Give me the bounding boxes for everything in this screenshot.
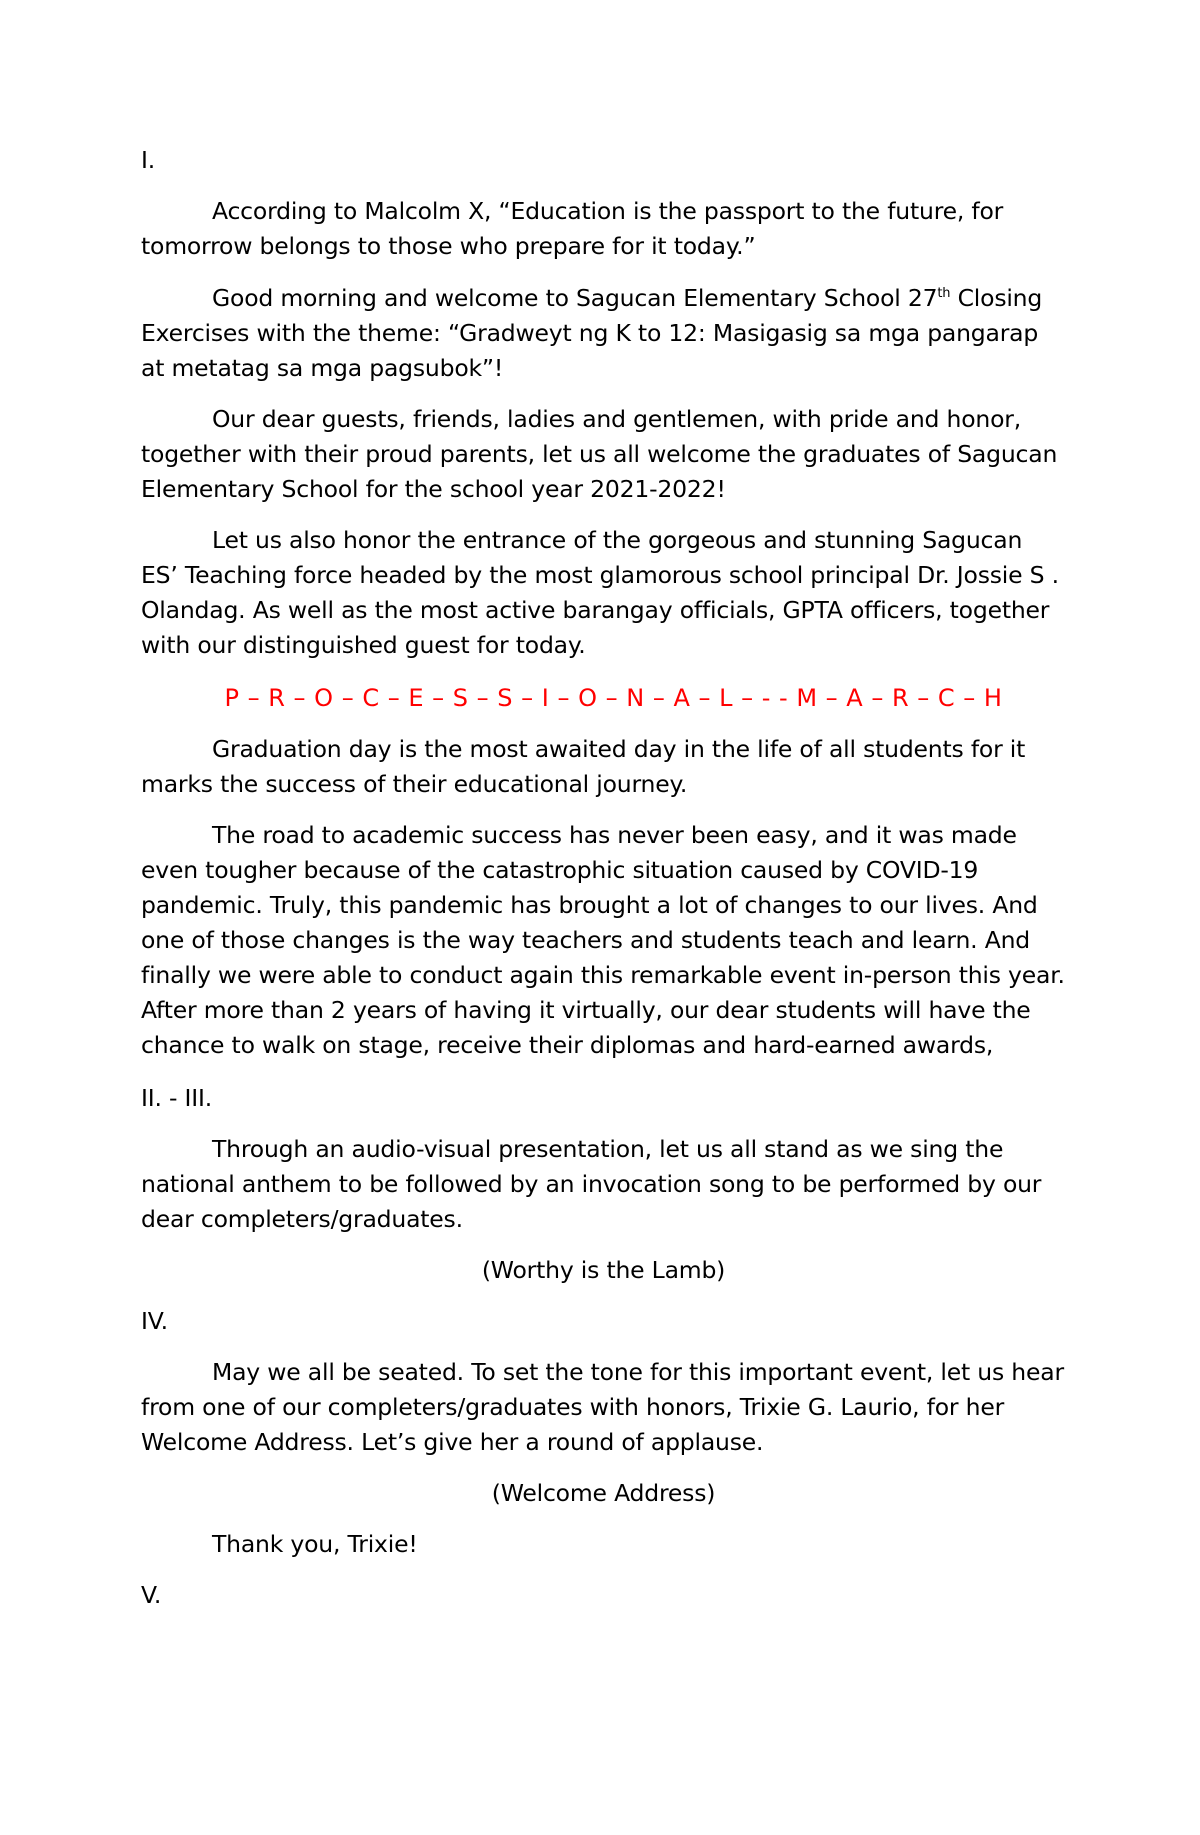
thank-you-line: Thank you, Trixie! — [212, 1530, 418, 1558]
processional-march-cue: P – R – O – C – E – S – S – I – O – N – A – L – - - M – A – R – C – H — [224, 684, 1003, 712]
worthy-is-the-lamb-cue: (Worthy is the Lamb) — [481, 1256, 726, 1284]
section-heading-v: V. — [141, 1581, 162, 1609]
welcome-text-end: Closing Exercises with the theme: “Gradweyt ng K to 12: Masigasig sa mga pangarap at metatag sa mga pagsubok”! — [141, 284, 1043, 382]
academic-road-paragraph: The road to academic success has never been easy, and it was made even tougher because of the catastrophic situation caused by COVID-19 pandemic. Truly, this pandemic has brought a lot of changes to our lives. And one of those changes is the way teachers and students teach and learn. And finally we were able to conduct again this remarkable event in-person this year. After more than 2 years of having it virtually, our dear students will have the chance to walk on stage, receive their diplomas and hard-earned awards, — [141, 821, 1065, 1059]
malcolm-x-quote-paragraph: According to Malcolm X, “Education is the passport to the future, for tomorrow belongs to those who prepare for it today.” — [141, 197, 1004, 260]
section-heading-i: I. — [141, 146, 156, 174]
section-heading-iv: IV. — [141, 1307, 168, 1335]
welcome-text-start: Good morning and welcome to Sagucan Elementary School 27 — [212, 284, 938, 312]
please-be-seated-paragraph: May we all be seated. To set the tone for this important event, let us hear from one of our completers/graduates with honors, Trixie G. Laurio, for her Welcome Address. Let’s give her a round of applause. — [141, 1358, 1064, 1456]
welcome-paragraph — [141, 281, 1066, 386]
national-anthem-paragraph: Through an audio-visual presentation, let us all stand as we sing the national anthem to be followed by an invocation song to be performed by our dear completers/graduates. — [141, 1135, 1042, 1233]
teaching-force-paragraph: Let us also honor the entrance of the gorgeous and stunning Sagucan ES’ Teaching force headed by the most glamorous school principal Dr. Jossie S . Olandag. As well as the most active barangay officials, GPTA officers, together with our distinguished guest for today. — [141, 526, 1059, 659]
welcome-address-cue: (Welcome Address) — [491, 1479, 716, 1507]
graduation-day-paragraph: Graduation day is the most awaited day in the life of all students for it marks the success of their educational journey. — [141, 735, 1026, 798]
graduates-welcome-paragraph: Our dear guests, friends, ladies and gentlemen, with pride and honor, together with their proud parents, let us all welcome the graduates of Sagucan Elementary School for the school year 2021-2022! — [141, 405, 1058, 503]
ordinal-suffix: th — [937, 286, 951, 302]
section-heading-ii-iii: II. - III. — [141, 1084, 213, 1112]
